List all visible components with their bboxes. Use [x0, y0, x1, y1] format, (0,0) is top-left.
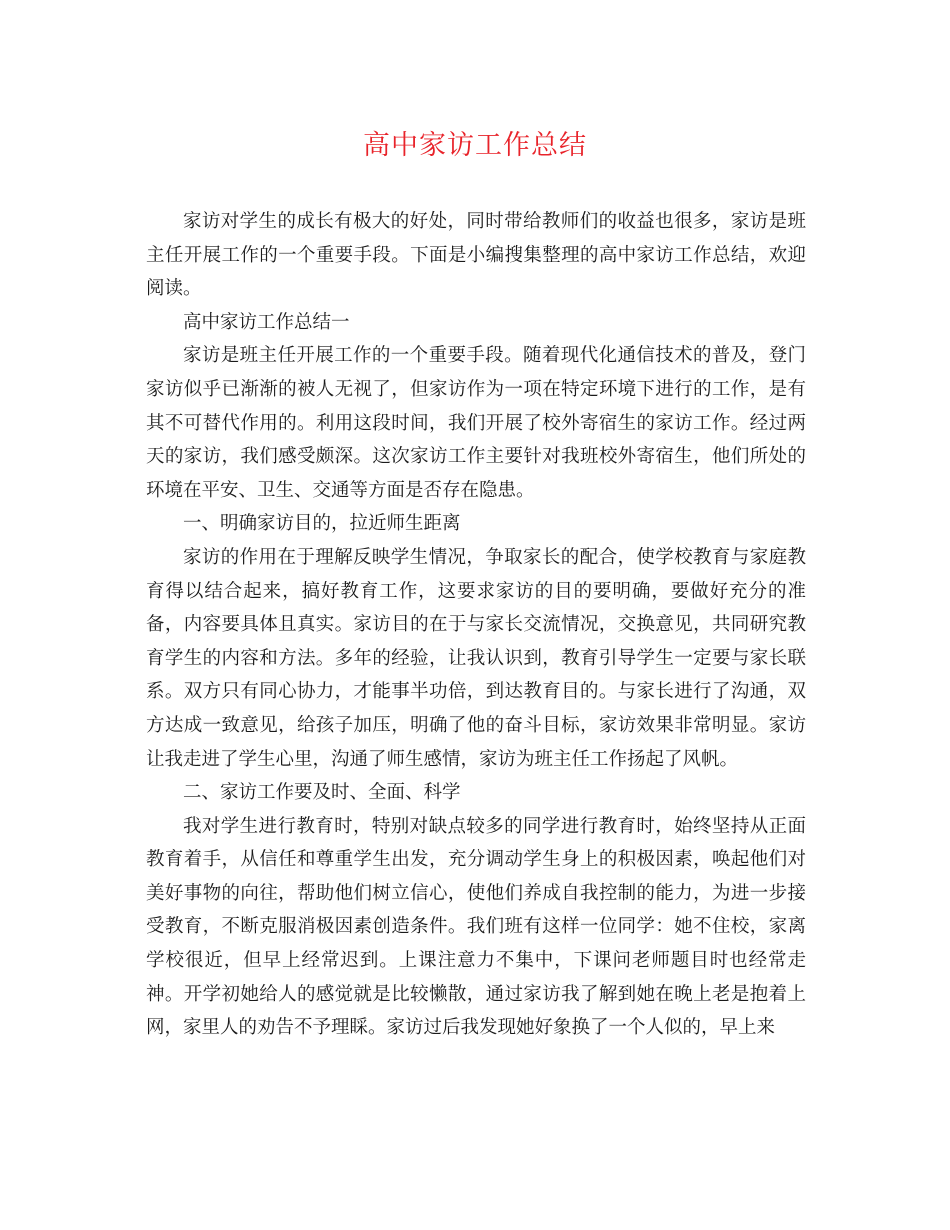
- section-heading-summary-one: 高中家访工作总结一: [183, 311, 350, 333]
- body-paragraph: 我对学生进行教育时，特别对缺点较多的同学进行教育时，始终坚持从正面教育着手，从信任和尊重学生出发，充分调动学生身上的积极因素，唤起他们对美好事物的向往，帮助他们树立信心，使他们养成自我控制的能力，为进一步接受教育，不断克服消极因素创造条件。我们班有这样一位同学：她不住校，家离学校很近，但早上经常迟到。上课注意力不集中，下课问老师题目时也经常走神。开学初她给人的感觉就是比较懒散，通过家访我了解到她在晚上老是抱着上网，家里人的劝告不予理睬。家访过后我发现她好象换了一个人似的，早上来: [146, 815, 806, 1039]
- document-body: [146, 205, 806, 1045]
- body-paragraph: 家访是班主任开展工作的一个重要手段。随着现代化通信技术的普及，登门家访似乎已渐渐的被人无视了，但家访作为一项在特定环境下进行的工作，是有其不可替代作用的。利用这段时间，我们开展了校外寄宿生的家访工作。经过两天的家访，我们感受颇深。这次家访工作主要针对我班校外寄宿生，他们所处的环境在平安、卫生、交通等方面是否存在隐患。: [146, 345, 806, 501]
- intro-paragraph: 家访对学生的成长有极大的好处，同时带给教师们的收益也很多，家访是班主任开展工作的一个重要手段。下面是小编搜集整理的高中家访工作总结，欢迎阅读。: [146, 211, 806, 300]
- body-paragraph: 家访的作用在于理解反映学生情况，争取家长的配合，使学校教育与家庭教育得以结合起来，搞好教育工作，这要求家访的目的要明确，要做好充分的准备，内容要具体且真实。家访目的在于与家长交流情况，交换意见，共同研究教育学生的内容和方法。多年的经验，让我认识到，教育引导学生一定要与家长联系。双方只有同心协力，才能事半功倍，到达教育目的。与家长进行了沟通，双方达成一致意见，给孩子加压，明确了他的奋斗目标，家访效果非常明显。家访让我走进了学生心里，沟通了师生感情，家访为班主任工作扬起了风帆。: [146, 546, 806, 770]
- section-heading-2: 二、家访工作要及时、全面、科学: [183, 782, 461, 804]
- section-heading-1: 一、明确家访目的，拉近师生距离: [183, 513, 461, 535]
- document-title: 高中家访工作总结: [363, 130, 587, 161]
